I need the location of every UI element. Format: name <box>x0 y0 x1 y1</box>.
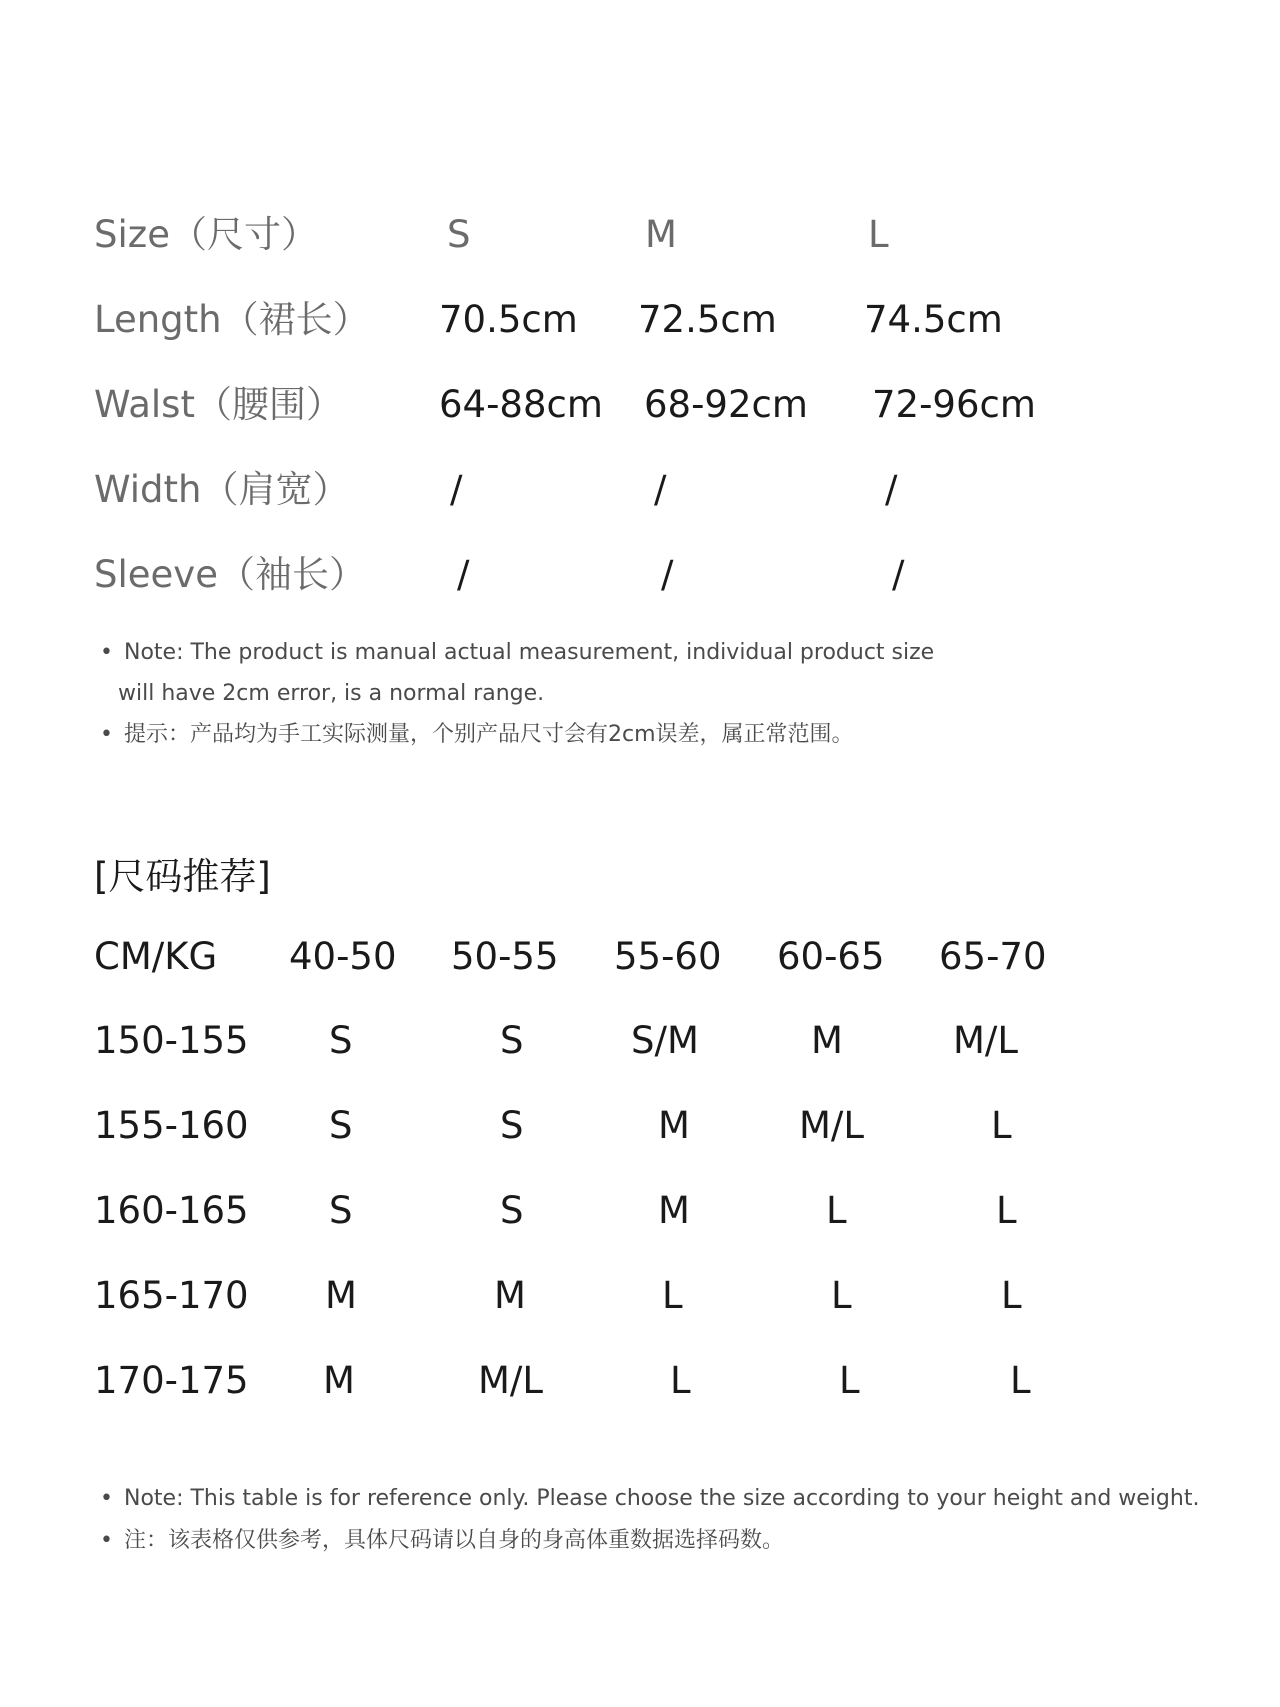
rec-size: S <box>329 1019 353 1062</box>
sleeve-m: / <box>661 553 674 596</box>
rec-size: S <box>329 1189 353 1232</box>
size-header-s: S <box>447 213 471 256</box>
length-s: 70.5cm <box>439 298 578 341</box>
rec-size: S <box>500 1189 524 1232</box>
sleeve-l: / <box>892 553 905 596</box>
rec-size: L <box>670 1359 691 1402</box>
rec-size: M <box>811 1019 843 1062</box>
rec-size: M/L <box>478 1359 544 1402</box>
sleeve-s: / <box>457 553 470 596</box>
size-header-l: L <box>868 213 889 256</box>
note-bullet: • <box>100 640 113 665</box>
rec-size: L <box>662 1274 683 1317</box>
rec-height: 170-175 <box>94 1359 249 1402</box>
rec-weight: 60-65 <box>777 935 885 978</box>
rec-size: L <box>1010 1359 1031 1402</box>
waist-l: 72-96cm <box>872 383 1036 426</box>
rec-height: 155-160 <box>94 1104 249 1147</box>
note-bullet: • <box>100 1486 113 1511</box>
width-m: / <box>654 468 667 511</box>
rec-size: L <box>996 1189 1017 1232</box>
rec-height: 165-170 <box>94 1274 249 1317</box>
rec-size: M/L <box>799 1104 865 1147</box>
row-label-waist: Walst（腰围） <box>94 383 343 426</box>
rec-height: 150-155 <box>94 1019 249 1062</box>
rec-weight: 40-50 <box>289 935 397 978</box>
width-s: / <box>450 468 463 511</box>
note-bullet: • <box>100 722 113 747</box>
note-zh: 注：该表格仅供参考，具体尺码请以自身的身高体重数据选择码数。 <box>124 1528 785 1553</box>
rec-size: L <box>826 1189 847 1232</box>
note-en: Note: This table is for reference only. Please choose the size according to your height and weight. <box>124 1486 1200 1511</box>
rec-size: L <box>839 1359 860 1402</box>
length-l: 74.5cm <box>864 298 1003 341</box>
note-bullet: • <box>100 1528 113 1553</box>
row-label-length: Length（裙长） <box>94 298 370 341</box>
rec-size: S <box>329 1104 353 1147</box>
rec-size: L <box>831 1274 852 1317</box>
rec-size: S <box>500 1019 524 1062</box>
rec-size: M <box>323 1359 355 1402</box>
rec-weight: 55-60 <box>614 935 722 978</box>
rec-weight: 65-70 <box>939 935 1047 978</box>
rec-height: 160-165 <box>94 1189 249 1232</box>
width-l: / <box>885 468 898 511</box>
rec-size: L <box>991 1104 1012 1147</box>
row-label-width: Width（肩宽） <box>94 468 350 511</box>
rec-size: L <box>1001 1274 1022 1317</box>
row-label-sleeve: Sleeve（袖长） <box>94 553 366 596</box>
size-header-label: Size（尺寸） <box>94 213 318 256</box>
recommendation-title: [尺码推荐] <box>94 855 271 898</box>
rec-size: M <box>658 1104 690 1147</box>
rec-size: M <box>494 1274 526 1317</box>
rec-size: M <box>658 1189 690 1232</box>
rec-size: M/L <box>953 1019 1019 1062</box>
waist-m: 68-92cm <box>644 383 808 426</box>
waist-s: 64-88cm <box>439 383 603 426</box>
rec-size: M <box>325 1274 357 1317</box>
note-en-line2: will have 2cm error, is a normal range. <box>118 681 545 706</box>
note-en-line1: Note: The product is manual actual measurement, individual product size <box>124 640 935 665</box>
note-zh: 提示：产品均为手工实际测量，个别产品尺寸会有2cm误差，属正常范围。 <box>124 722 854 747</box>
rec-corner: CM/KG <box>94 935 218 978</box>
rec-size: S/M <box>631 1019 699 1062</box>
length-m: 72.5cm <box>638 298 777 341</box>
rec-size: S <box>500 1104 524 1147</box>
rec-weight: 50-55 <box>451 935 559 978</box>
size-header-m: M <box>645 213 677 256</box>
